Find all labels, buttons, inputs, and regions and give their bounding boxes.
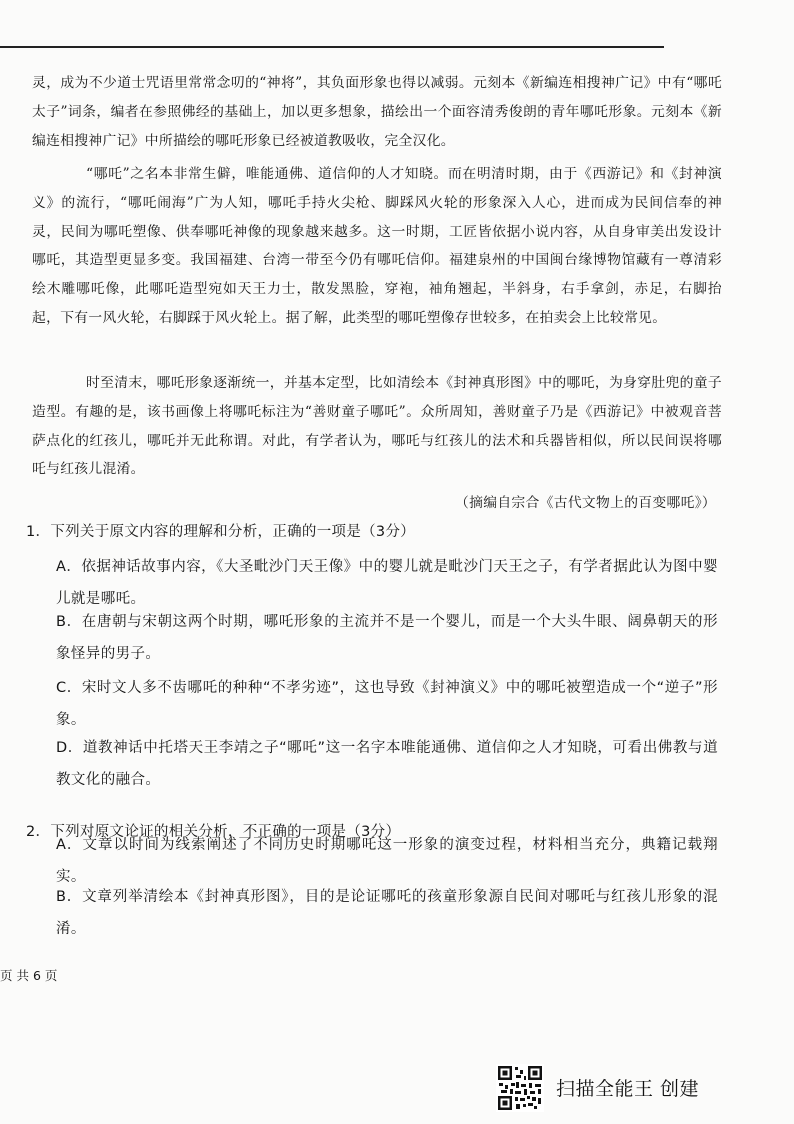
question-1-option-c: C．宋时文人多不齿哪吒的种种“不孝劣迹”，这也导致《封神演义》中的哪吒被塑造成一个“逆子”形象。 — [56, 680, 718, 728]
qr-code-icon — [496, 1064, 544, 1112]
question-1-stem: 1．下列关于原文内容的理解和分析，正确的一项是（3分） — [26, 524, 416, 540]
question-1-option-d: D．道教神话中托塔天王李靖之子“哪吒”这一名字本唯能通佛、道信仰之人才知晓，可看出佛教与道教文化的融合。 — [56, 740, 718, 788]
question-2-option-a: A．文章以时间为线索阐述了不同历史时期哪吒这一形象的演变过程，材料相当充分，典籍记载翔实。 — [56, 837, 718, 885]
page-number: 页 共 6 页 — [0, 968, 58, 983]
header-rule — [0, 46, 664, 48]
scanner-watermark: 扫描全能王 创建 — [556, 1078, 700, 1100]
question-1-option-a: A．依据神话故事内容，《大圣毗沙门天王像》中的婴儿就是毗沙门天王之子，有学者据此认为图中婴儿就是哪吒。 — [56, 559, 718, 607]
question-1-option-b: B．在唐朝与宋朝这两个时期，哪吒形象的主流并不是一个婴儿，而是一个大头牛眼、阔鼻朝天的形象怪异的男子。 — [56, 614, 718, 662]
question-2-option-b: B．文章列举清绘本《封神真形图》，目的是论证哪吒的孩童形象源自民间对哪吒与红孩儿形象的混淆。 — [56, 889, 718, 937]
passage-paragraph-3: 时至清末，哪吒形象逐渐统一，并基本定型，比如清绘本《封神真形图》中的哪吒，为身穿肚兜的童子造型。有趣的是，该书画像上将哪吒标注为“善财童子哪吒”。众所周知，善财童子乃是《西游记》中被观音菩萨点化的红孩儿，哪吒并无此称谓。对此，有学者认为，哪吒与红孩儿的法术和兵器皆相似，所以民间误将哪吒与红孩儿混淆。 — [32, 375, 722, 478]
question-2-stem: 2．下列对原文论证的相关分析，不正确的一项是（3分） — [26, 824, 401, 840]
passage-source: （摘编自宗合《古代文物上的百变哪吒》） — [455, 495, 716, 511]
passage-paragraph-2: “哪吒”之名本非常生僻，唯能通佛、道信仰的人才知晓。而在明清时期，由于《西游记》和《封神演义》的流行，“哪吒闹海”广为人知，哪吒手持火尖枪、脚踩风火轮的形象深入人心，进而成为民间信奉的神灵，民间为哪吒塑像、供奉哪吒神像的现象越来越多。这一时期，工匠皆依据小说内容，从自身审美出发设计哪吒，其造型更显多变。我国福建、台湾一带至今仍有哪吒信仰。福建泉州的中国闽台缘博物馆藏有一尊清彩绘木雕哪吒像，此哪吒造型宛如天王力士，散发黑脸，穿袍，袖角翘起，半斜身，右手拿剑，赤足，右脚抬起，下有一风火轮，右脚踩于风火轮上。据了解，此类型的哪吒塑像存世较多，在拍卖会上比较常见。 — [32, 166, 722, 326]
passage-paragraph-1: 灵，成为不少道士咒语里常常念叨的“神将”，其负面形象也得以减弱。元刻本《新编连相搜神广记》中有“哪吒太子”词条，编者在参照佛经的基础上，加以更多想象，描绘出一个面容清秀俊朗的青年哪吒形象。元刻本《新编连相搜神广记》中所描绘的哪吒形象已经被道教吸收，完全汉化。 — [32, 75, 722, 149]
